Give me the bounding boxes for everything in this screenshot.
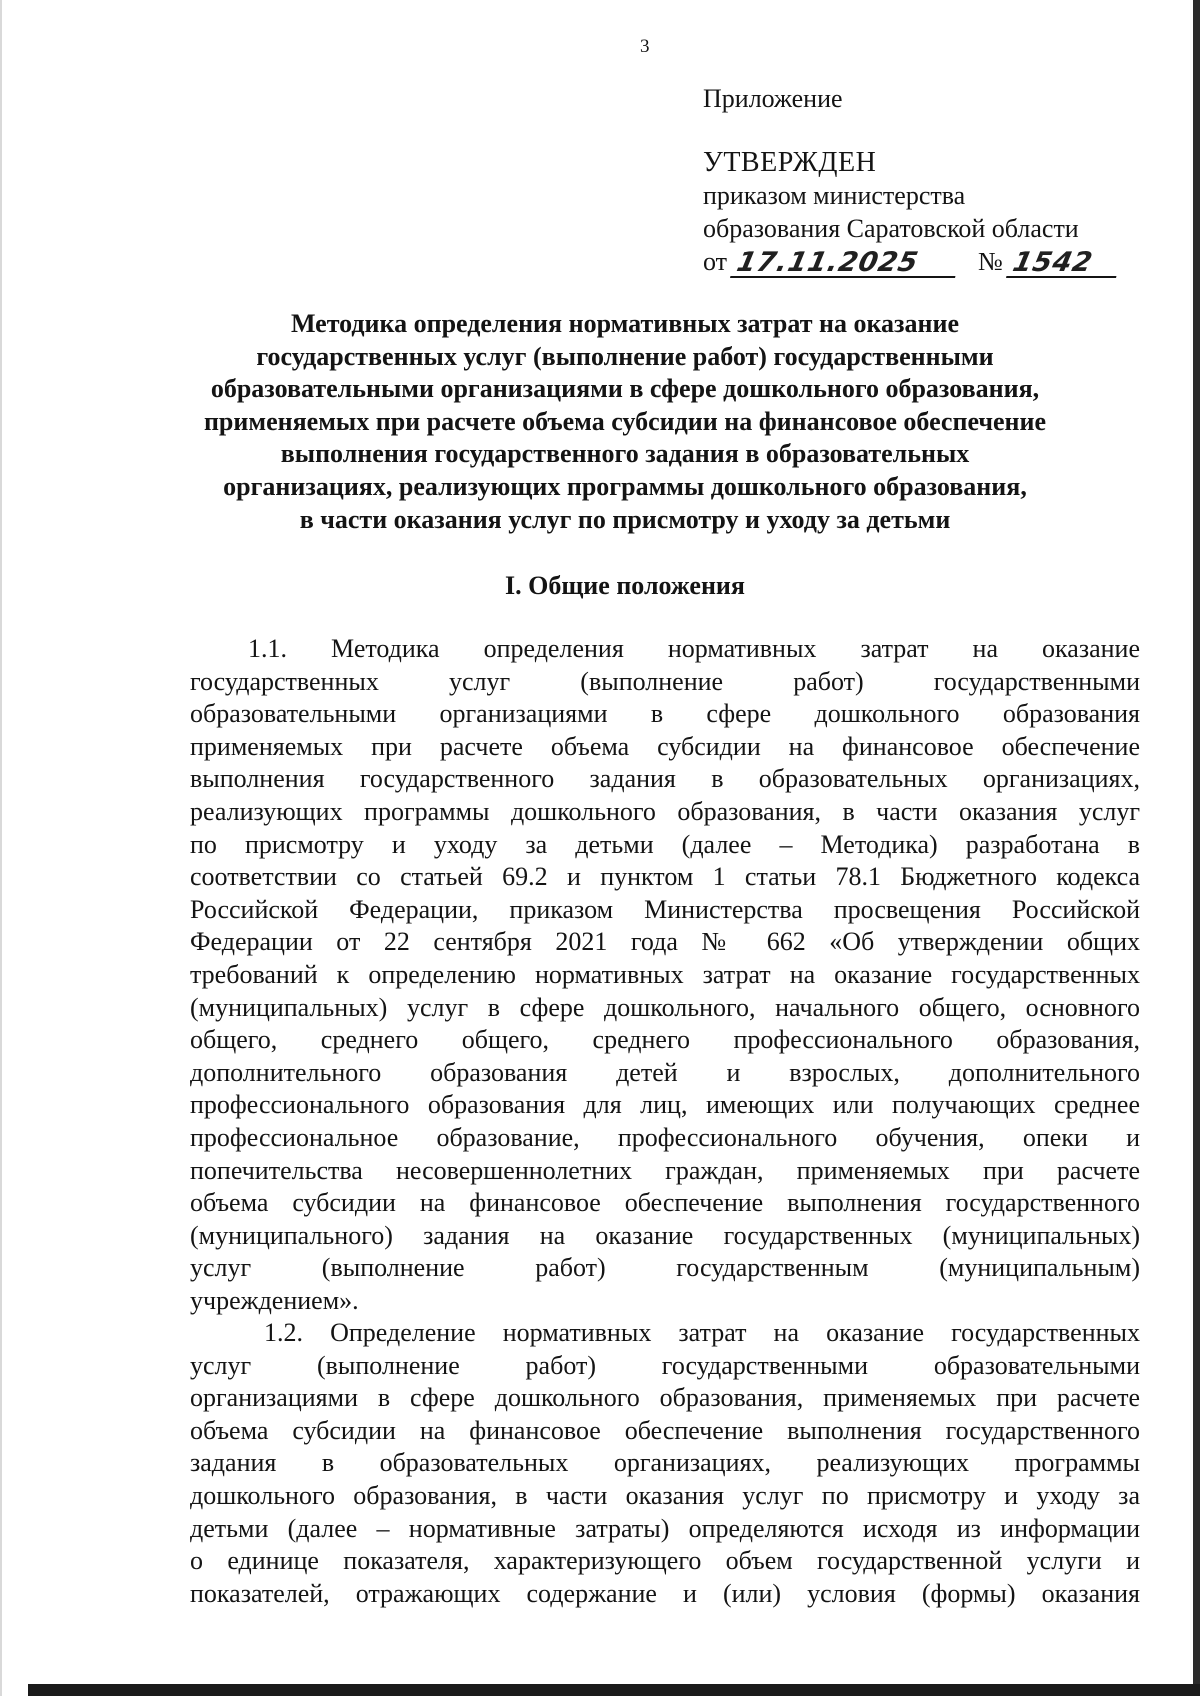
- document-title: [175, 308, 1075, 536]
- paragraph-line: применяемых при расчете объема субсидии на финансовое обеспечение: [190, 731, 1140, 761]
- paragraph-line: объема субсидии на финансовое обеспечение выполнения государственного: [190, 1415, 1140, 1445]
- title-line: организациях, реализующих программы дошкольного образования,: [223, 471, 1027, 501]
- page-number: 3: [640, 36, 650, 57]
- from-label: от: [703, 247, 728, 276]
- paragraph-line: (муниципальных) услуг в сфере дошкольного, начального общего, основного: [190, 992, 1140, 1022]
- title-line: образовательными организациями в сфере дошкольного образования,: [210, 374, 1040, 404]
- paragraph-line: 1.2. Определение нормативных затрат на оказание государственных: [264, 1318, 1140, 1347]
- paragraph-line: услуг (выполнение работ) государственным (муниципальным): [190, 1253, 1140, 1283]
- paragraph-line: выполнения государственного задания в образовательных организациях,: [190, 764, 1140, 794]
- paragraph-1-1: [190, 633, 1140, 1317]
- paragraph-line: попечительства несовершеннолетних граждан, применяемых при расчете: [190, 1155, 1140, 1185]
- section-heading: I. Общие положения: [505, 571, 745, 600]
- approved-stamp-text: УТВЕРЖДЕН: [703, 147, 877, 178]
- appendix-label: Приложение: [703, 84, 843, 113]
- paragraph-line: Федерации от 22 сентября 2021 года № 662 «Об утверждении общих: [190, 927, 1140, 957]
- title-line: государственных услуг (выполнение работ) государственными: [256, 341, 994, 371]
- paragraph-line: государственных услуг (выполнение работ) государственными: [190, 666, 1140, 696]
- approval-authority-line-2: образования Саратовской области: [703, 214, 1079, 243]
- paragraph-line: (муниципального) задания на оказание государственных (муниципальных): [190, 1220, 1140, 1250]
- number-sign: №: [978, 247, 1003, 276]
- paragraph-line: задания в образовательных организациях, реализующих программы: [190, 1448, 1140, 1478]
- paragraph-line: требований к определению нормативных затрат на оказание государственных: [190, 959, 1140, 989]
- paragraph-line: профессиональное образование, профессионального обучения, опеки и: [190, 1122, 1140, 1152]
- paragraph-line: по присмотру и уходу за детьми (далее – Методика) разработана в: [190, 829, 1140, 859]
- paragraph-line: услуг (выполнение работ) государственными образовательными: [190, 1350, 1140, 1380]
- scan-left-edge: [0, 0, 2, 1696]
- paragraph-line: показателей, отражающих содержание и (или) условия (формы) оказания: [190, 1578, 1140, 1608]
- paragraph-line: 1.1. Методика определения нормативных затрат на оказание: [248, 634, 1140, 663]
- paragraph-line: профессионального образования для лиц, имеющих или получающих среднее: [190, 1090, 1140, 1120]
- handwritten-date: 17.11.2025: [730, 250, 961, 278]
- paragraph-line: объема субсидии на финансовое обеспечение выполнения государственного: [190, 1188, 1140, 1218]
- paragraph-line: Российской Федерации, приказом Министерства просвещения Российской: [190, 894, 1140, 924]
- paragraph-line: реализующих программы дошкольного образования, в части оказания услуг: [190, 796, 1140, 826]
- paragraph-line: дополнительного образования детей и взрослых, дополнительного: [190, 1057, 1140, 1087]
- paragraph-line: образовательными организациями в сфере дошкольного образования: [190, 699, 1140, 729]
- title-line: Методика определения нормативных затрат на оказание: [290, 309, 960, 338]
- scan-right-edge: [1193, 0, 1200, 1696]
- handwritten-order-number: 1542: [1006, 250, 1122, 278]
- paragraph-line: дошкольного образования, в части оказания услуг по присмотру и уходу за: [190, 1480, 1140, 1510]
- scan-bottom-edge: [28, 1684, 1200, 1696]
- title-line: в части оказания услуг по присмотру и уходу за детьми: [299, 504, 951, 534]
- paragraph-line: детьми (далее – нормативные затраты) определяются исходя из информации: [190, 1513, 1140, 1543]
- paragraph-1-2: [190, 1317, 1140, 1610]
- order-date-number-row: [703, 245, 1163, 278]
- title-line: выполнения государственного задания в образовательных: [280, 439, 970, 469]
- paragraph-line: учреждением».: [190, 1285, 359, 1315]
- paragraph-line: общего, среднего общего, среднего профессионального образования,: [190, 1025, 1140, 1055]
- approval-authority-line-1: приказом министерства: [703, 181, 966, 210]
- approval-block: [703, 82, 1163, 278]
- paragraph-line: соответствии со статьей 69.2 и пунктом 1 статьи 78.1 Бюджетного кодекса: [190, 862, 1140, 892]
- title-line: применяемых при расчете объема субсидии на финансовое обеспечение: [203, 406, 1047, 436]
- paragraph-line: организациями в сфере дошкольного образования, применяемых при расчете: [190, 1383, 1140, 1413]
- paragraph-line: о единице показателя, характеризующего объем государственной услуги и: [190, 1546, 1140, 1576]
